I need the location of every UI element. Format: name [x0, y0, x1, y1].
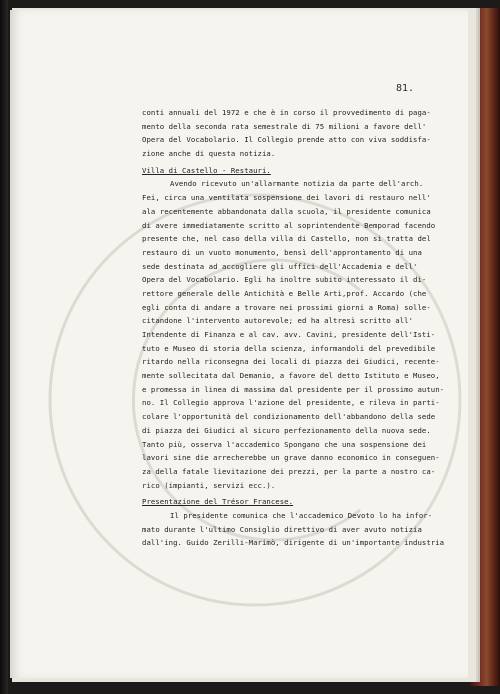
text-line: egli conta di andare a trovare nei prossimi giorni a Roma) solle- [142, 302, 431, 312]
text-line: di avere immediatamente scritto al soprintendente Bemporad facendo [142, 220, 436, 230]
text-line: ala recentemente abbandonata dalla scuola, il presidente comunica [142, 206, 431, 216]
text-line: mente sollecitata dal Demanio, a favore del detto Istituto e Museo, [142, 371, 440, 381]
book-binding [0, 0, 8, 694]
text-line: ritardo nella riconsegna dei locali di piazza dei Giudici, recente- [142, 357, 440, 367]
text-line: no. Il Collegio approva l'azione del presidente, e rileva in parti- [142, 398, 440, 408]
book-page [10, 10, 468, 678]
text-line: mato durante l'ultimo Consiglio direttivo di aver avuto notizia [142, 524, 422, 534]
text-line: sede destinata ad accogliere gli uffici dell'Accademia e dell' [142, 261, 418, 271]
text-line: lavori sine die arrecherebbe un grave danno economico in conseguen- [142, 453, 440, 463]
text-line: Tanto più, osserva l'accademico Spongano che una sospensione dei [142, 439, 427, 449]
document-body [142, 106, 452, 550]
section-heading: Presentazione del Trésor Francese. [142, 497, 294, 507]
text-line: citandone l'intervento autorevole; ed ha altresì scritto all' [142, 316, 414, 326]
text-line: colare l'opportunità del condizionamento dell'abbandono della sede [142, 412, 436, 422]
text-line: e promessa in linea di massima dal presidente per il prossimo autun- [142, 384, 445, 394]
text-line: di piazza dei Giudici al sicuro perfezionamento della nuova sede. [142, 425, 431, 435]
text-line: Intendente di Finanza e al cav. avv. Cavini, presidente dell'Isti- [142, 330, 436, 339]
text-line: za della fatale lievitazione dei prezzi, per la parte a nostro ca- [142, 466, 436, 476]
text-line: rico (impianti, servizi ecc.). [142, 480, 276, 490]
page-number: 81. [396, 83, 415, 94]
text-line: restauro di un vuoto monumento, bensì dell'approntamento di una [142, 247, 422, 257]
text-line: dall'ing. Guido Zerilli-Marimò, dirigente di un'importante industria [142, 538, 445, 548]
text-line: Avendo ricevuto un'allarmante notizia da parte dell'arch. [170, 179, 424, 189]
text-line: Opera del Vocabolario. Egli ha inoltre subito interessato il di- [142, 275, 427, 285]
text-line: mento della seconda rata semestrale di 75 milioni a favore dell' [142, 121, 427, 131]
text-line: rettore generale delle Antichità e Belle Arti,prof. Accardo (che [142, 288, 427, 298]
text-line: conti annuali del 1972 e che è in corso il provvedimento di paga- [142, 108, 431, 117]
text-line: tuto e Museo di storia della scienza, informandoli del prevedibile [142, 343, 436, 353]
text-line: Il presidente comunica che l'accademico Devoto lo ha infor- [170, 510, 433, 520]
text-line: Fei, circa una ventilata sospensione dei lavori di restauro nell' [142, 193, 431, 203]
text-line: zione anche di questa notizia. [142, 149, 276, 159]
text-line: Opera del Vocabolario. Il Collegio prende atto con viva soddisfa- [142, 135, 431, 145]
text-line: presente che, nel caso della villa di Castello, non si tratta del [142, 234, 431, 244]
section-heading: Villa di Castello - Restauri. [142, 165, 271, 175]
